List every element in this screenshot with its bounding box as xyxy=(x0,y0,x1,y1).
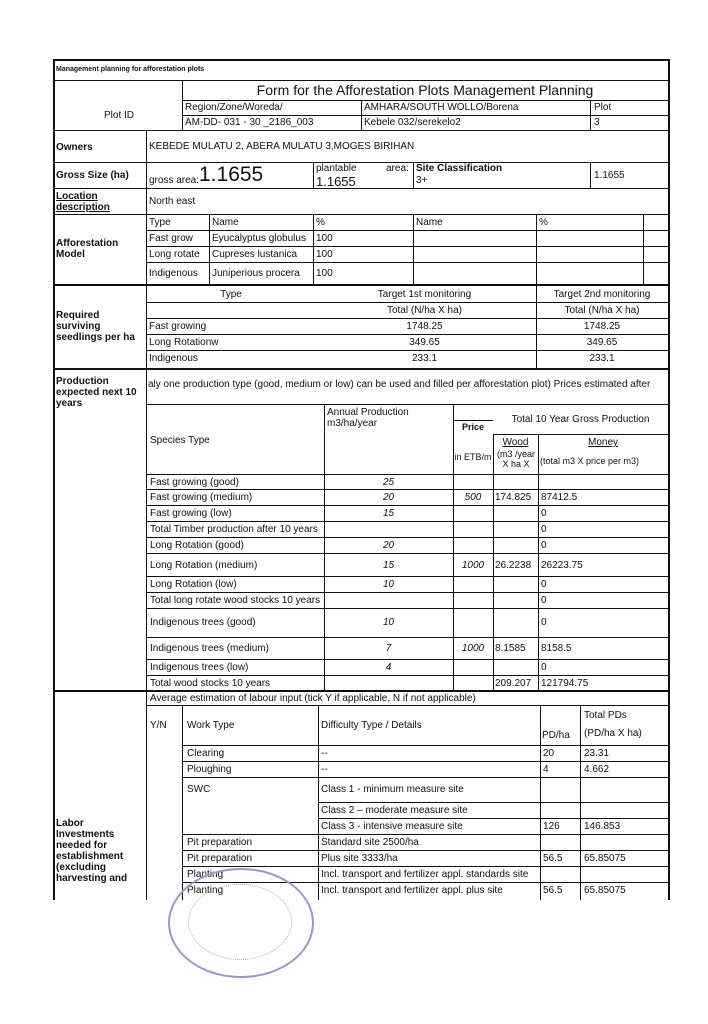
gross-right-value: 1.1655 xyxy=(594,170,625,181)
labour-row-detail: Plus site 3333/ha xyxy=(321,853,398,864)
production-row-annual: 4 xyxy=(385,662,392,673)
gross-area-prefix: gross area: xyxy=(149,175,200,186)
labour-row-work: Pit preparation xyxy=(187,837,253,848)
production-row-type: Indigenous trees (good) xyxy=(150,617,256,628)
production-row-price: 1000 xyxy=(461,560,485,571)
labour-row-detail: Incl. transport and fertilizer appl. standards site xyxy=(321,869,529,880)
labor-investments-label: Labor Investments needed for establishment (excluding harvesting and xyxy=(56,818,128,884)
production-row-money: 0 xyxy=(541,595,547,606)
labour-row-pd: 56.5 xyxy=(543,885,563,896)
labour-row-work: Planting xyxy=(187,885,224,896)
labour-row-total: 65.85075 xyxy=(584,853,626,864)
model-pct2-header: % xyxy=(539,217,548,228)
yn-header: Y/N xyxy=(150,720,167,731)
labour-row-pd: 126 xyxy=(543,821,560,832)
owners-value: KEBEDE MULATU 2, ABERA MULATU 3,MOGES BIRIHAN xyxy=(149,141,415,152)
surviving-seedlings-label: Required surviving seedlings per ha xyxy=(56,310,135,343)
surviving-row-type: Fast growing xyxy=(149,321,207,332)
labour-row-work: SWC xyxy=(187,784,211,795)
labour-row-pd: 56.5 xyxy=(543,853,563,864)
production-row-annual: 15 xyxy=(382,508,395,519)
production-row-wood: 209.207 xyxy=(495,678,532,689)
location-label: Location description xyxy=(56,191,110,213)
labour-note: Average estimation of labour input (tick Y if applicable, N if not applicable) xyxy=(150,693,476,704)
money-unit: (total m3 X price per m3) xyxy=(540,456,640,466)
total-pds-header: Total PDs xyxy=(584,710,627,721)
production-row-annual: 10 xyxy=(382,579,395,590)
production-row-wood: 174.825 xyxy=(495,492,532,503)
model-row-name: Juniperious procera xyxy=(212,268,300,279)
labour-row-total: 65.85075 xyxy=(584,885,626,896)
labour-row-detail: Class 3 - intensive measure site xyxy=(321,821,463,832)
model-row-type: Fast grow xyxy=(149,233,193,244)
model-name-header: Name xyxy=(212,217,239,228)
production-row-money: 0 xyxy=(541,662,547,673)
production-row-type: Fast growing (low) xyxy=(150,508,232,519)
region-label: Region/Zone/Woreda/ xyxy=(185,102,283,113)
model-type-header: Type xyxy=(149,217,171,228)
labour-row-pd: 4 xyxy=(543,764,549,775)
surviving-type-header: Type xyxy=(220,289,242,300)
work-type-header: Work Type xyxy=(187,720,235,731)
form-title: Form for the Afforestation Plots Management Planning xyxy=(256,82,594,98)
total-pds-unit: (PD/ha X ha) xyxy=(584,728,642,739)
production-row-annual: 20 xyxy=(382,492,395,503)
production-row-price: 500 xyxy=(464,492,482,503)
price-unit: in ETB/m xyxy=(454,452,492,462)
target2-header: Target 2nd monitoring xyxy=(553,289,651,300)
pd-ha-header: PD/ha xyxy=(542,730,570,741)
labour-row-detail: Class 2 – moderate measure site xyxy=(321,805,468,816)
plot-code-value: AM-DD- 031 - 30 _2186_003 xyxy=(185,117,314,128)
model-row-name: Cupreses lustanica xyxy=(212,249,298,260)
model-row-pct: 100 xyxy=(316,233,333,244)
surviving-row-t1: 233.1 xyxy=(411,353,438,364)
surviving-row-t2: 1748.25 xyxy=(583,321,621,332)
labour-row-work: Pit preparation xyxy=(187,853,253,864)
plantable-area-value: 1.1655 xyxy=(316,174,356,189)
labour-row-detail: Standard site 2500/ha xyxy=(321,837,419,848)
production-row-type: Total Timber production after 10 years xyxy=(150,524,318,535)
money-header: Money xyxy=(587,437,618,448)
production-row-annual: 7 xyxy=(385,643,392,654)
production-row-type: Long Rotation (medium) xyxy=(150,560,258,571)
surviving-row-type: Long Rotationw xyxy=(149,337,219,348)
plot-id-label: Plot ID xyxy=(103,110,134,121)
location-value: North east xyxy=(149,196,196,207)
production-row-annual: 10 xyxy=(382,617,395,628)
total2-header: Total (N/ha X ha) xyxy=(564,305,640,316)
production-row-type: Indigenous trees (medium) xyxy=(150,643,269,654)
gross-size-label: Gross Size (ha) xyxy=(56,170,129,181)
production-row-type: Total wood stocks 10 years xyxy=(150,678,271,689)
model-row-type: Indigenous xyxy=(149,268,198,279)
labour-row-total: 146.853 xyxy=(584,821,621,832)
model-row-pct: 100 xyxy=(316,268,333,279)
production-row-money: 0 xyxy=(541,508,547,519)
production-row-type: Fast growing (good) xyxy=(150,477,239,488)
production-row-type: Long Rotation (low) xyxy=(150,579,237,590)
production-label: Production expected next 10 years xyxy=(56,376,137,409)
production-row-money: 0 xyxy=(541,524,547,535)
model-row-pct: 100 xyxy=(316,249,333,260)
production-row-annual: 20 xyxy=(382,540,395,551)
site-classification-value: 3+ xyxy=(416,175,428,186)
production-note: aly one production type (good, medium or low) can be used and filled per afforestation plot) Prices estimated after xyxy=(148,379,651,390)
site-classification-label: Site Classification xyxy=(416,163,503,174)
labour-row-pd: 20 xyxy=(543,748,555,759)
production-row-type: Fast growing (medium) xyxy=(150,492,253,503)
annual-production-header: Annual Production m3/ha/year xyxy=(327,407,409,429)
afforestation-model-label: Afforestation Model xyxy=(56,238,119,260)
production-row-wood: 8.1585 xyxy=(495,643,526,654)
production-row-money: 26223.75 xyxy=(541,560,583,571)
target1-header: Target 1st monitoring xyxy=(377,289,472,300)
labour-row-work: Ploughing xyxy=(187,764,232,775)
production-row-money: 87412.5 xyxy=(541,492,578,503)
gross-area-value: 1.1655 xyxy=(199,163,264,186)
production-row-money: 0 xyxy=(541,617,547,628)
plantable-label: plantable xyxy=(316,163,357,174)
model-row-type: Long rotate xyxy=(149,249,200,260)
surviving-row-t1: 1748.25 xyxy=(406,321,443,332)
labour-row-work: Planting xyxy=(187,869,224,880)
production-row-wood: 26.2238 xyxy=(495,560,532,571)
production-row-money: 0 xyxy=(541,540,547,551)
labour-row-detail: -- xyxy=(321,764,328,775)
surviving-row-type: Indigenous xyxy=(149,353,198,364)
labour-row-total: 23.31 xyxy=(584,748,610,759)
surviving-row-t2: 349.65 xyxy=(586,337,618,348)
price-header: Price xyxy=(461,422,485,432)
production-row-money: 121794.75 xyxy=(541,678,589,689)
model-name2-header: Name xyxy=(416,217,443,228)
production-row-money: 8158.5 xyxy=(541,643,572,654)
production-row-annual: 25 xyxy=(382,477,395,488)
species-type-header: Species Type xyxy=(150,435,210,446)
wood-unit: (m3 /year X ha X xyxy=(496,449,535,469)
production-row-type: Indigenous trees (low) xyxy=(150,662,249,673)
gross-production-header: Total 10 Year Gross Production xyxy=(511,414,650,425)
production-row-money: 0 xyxy=(541,579,547,590)
production-row-type: Total long rotate wood stocks 10 years xyxy=(150,595,321,606)
production-row-price: 1000 xyxy=(461,643,485,654)
area-label: area: xyxy=(386,163,409,174)
labour-row-work: Clearing xyxy=(187,748,225,759)
model-pct-header: % xyxy=(316,217,325,228)
kebele-value: Kebele 032/serekelo2 xyxy=(364,117,461,128)
labour-row-detail: Class 1 - minimum measure site xyxy=(321,784,464,795)
surviving-row-t1: 349.65 xyxy=(409,337,440,348)
production-row-type: Long Rotation (good) xyxy=(150,540,244,551)
small-title: Management planning for afforestation plots xyxy=(56,66,205,73)
labour-row-total: 4.662 xyxy=(584,764,610,775)
difficulty-header: Difficulty Type / Details xyxy=(321,720,422,731)
region-value: AMHARA/SOUTH WOLLO/Borena xyxy=(364,102,519,113)
labour-row-detail: -- xyxy=(321,748,328,759)
model-row-name: Eyucalyptus globulus xyxy=(212,233,306,244)
surviving-row-t2: 233.1 xyxy=(589,353,615,364)
official-stamp-inner-ring xyxy=(188,884,292,960)
plot-number: 3 xyxy=(594,117,600,128)
production-row-annual: 15 xyxy=(382,560,395,571)
wood-header: Wood xyxy=(502,437,529,448)
owners-label: Owners xyxy=(56,142,93,153)
total1-header: Total (N/ha X ha) xyxy=(386,305,463,316)
labour-row-detail: Incl. transport and fertilizer appl. plus site xyxy=(321,885,503,896)
plot-label: Plot xyxy=(594,102,612,113)
